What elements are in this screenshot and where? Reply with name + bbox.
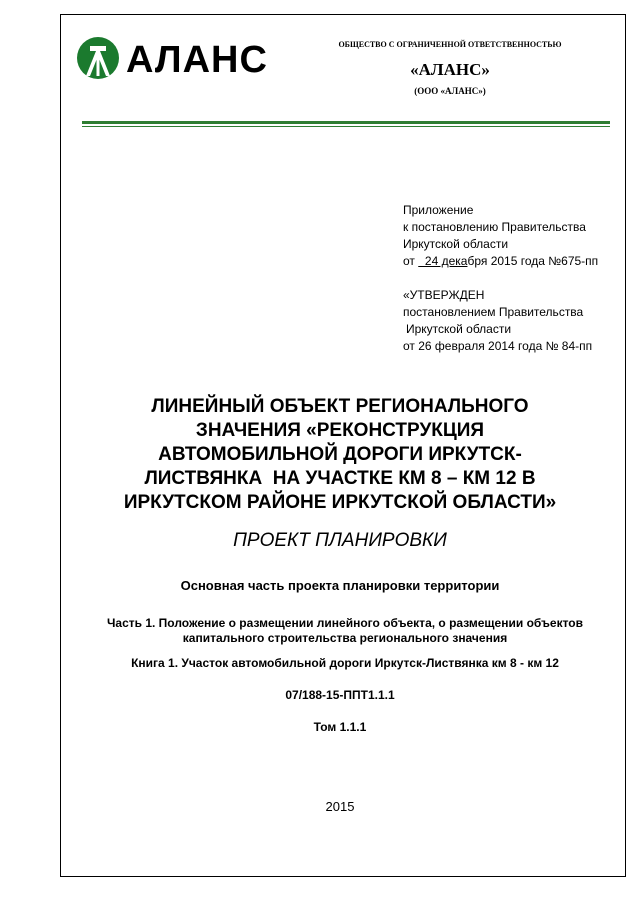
title-line: ЛИНЕЙНЫЙ ОБЪЕКТ РЕГИОНАЛЬНОГО xyxy=(151,396,529,417)
appendix-date-line xyxy=(403,253,623,270)
approved-line: Иркутской области xyxy=(406,322,512,336)
appendix-block xyxy=(403,202,623,355)
org-short-name: (ООО «АЛАНС») xyxy=(414,86,486,96)
document-code: 07/188-15-ППТ1.1.1 xyxy=(285,688,395,702)
header-divider-thin xyxy=(82,126,610,127)
main-part-heading: Основная часть проекта планировки территории xyxy=(180,578,500,593)
part-heading xyxy=(80,616,610,646)
appendix-line: к постановлению Правительства xyxy=(403,220,586,234)
part-line: Часть 1. Положение о размещении линейного объекта, о размещении объектов xyxy=(106,616,584,630)
header-divider-thick xyxy=(82,121,610,124)
appendix-line: Иркутской области xyxy=(403,237,509,251)
part-line: капитального строительства регионального значения xyxy=(182,631,508,645)
approved-line: от 26 февраля 2014 года № 84-пп xyxy=(403,339,593,353)
approved-line: «УТВЕРЖДЕН xyxy=(403,288,485,302)
title-line: ЛИСТВЯНКА НА УЧАСТКЕ КМ 8 – КМ 12 В xyxy=(144,468,536,489)
surveyor-tripod-icon xyxy=(76,36,124,84)
document-title xyxy=(90,395,590,515)
company-logo xyxy=(76,36,276,84)
title-line: АВТОМОБИЛЬНОЙ ДОРОГИ ИРКУТСК- xyxy=(158,444,522,465)
spacer xyxy=(403,270,623,287)
volume-number: Том 1.1.1 xyxy=(313,720,367,734)
title-line: ИРКУТСКОМ РАЙОНЕ ИРКУТСКОЙ ОБЛАСТИ» xyxy=(123,492,557,513)
appendix-line: Приложение xyxy=(403,203,474,217)
logo-text: АЛАНС xyxy=(126,39,268,81)
document-year: 2015 xyxy=(325,799,355,814)
document-subtitle: ПРОЕКТ ПЛАНИРОВКИ xyxy=(233,530,447,551)
appendix-date-prefix: от xyxy=(403,254,419,268)
approved-line: постановлением Правительства xyxy=(403,305,584,319)
appendix-date-underlined: 24 дека xyxy=(418,254,468,268)
org-name: «АЛАНС» xyxy=(410,60,490,79)
book-heading: Книга 1. Участок автомобильной дороги Иркутск-Листвянка км 8 - км 12 xyxy=(131,656,559,670)
title-line: ЗНАЧЕНИЯ «РЕКОНСТРУКЦИЯ xyxy=(195,420,485,441)
appendix-date-suffix: бря 2015 года №675-пп xyxy=(467,254,599,268)
org-type: ОБЩЕСТВО С ОГРАНИЧЕННОЙ ОТВЕТСТВЕННОСТЬЮ xyxy=(338,40,562,49)
